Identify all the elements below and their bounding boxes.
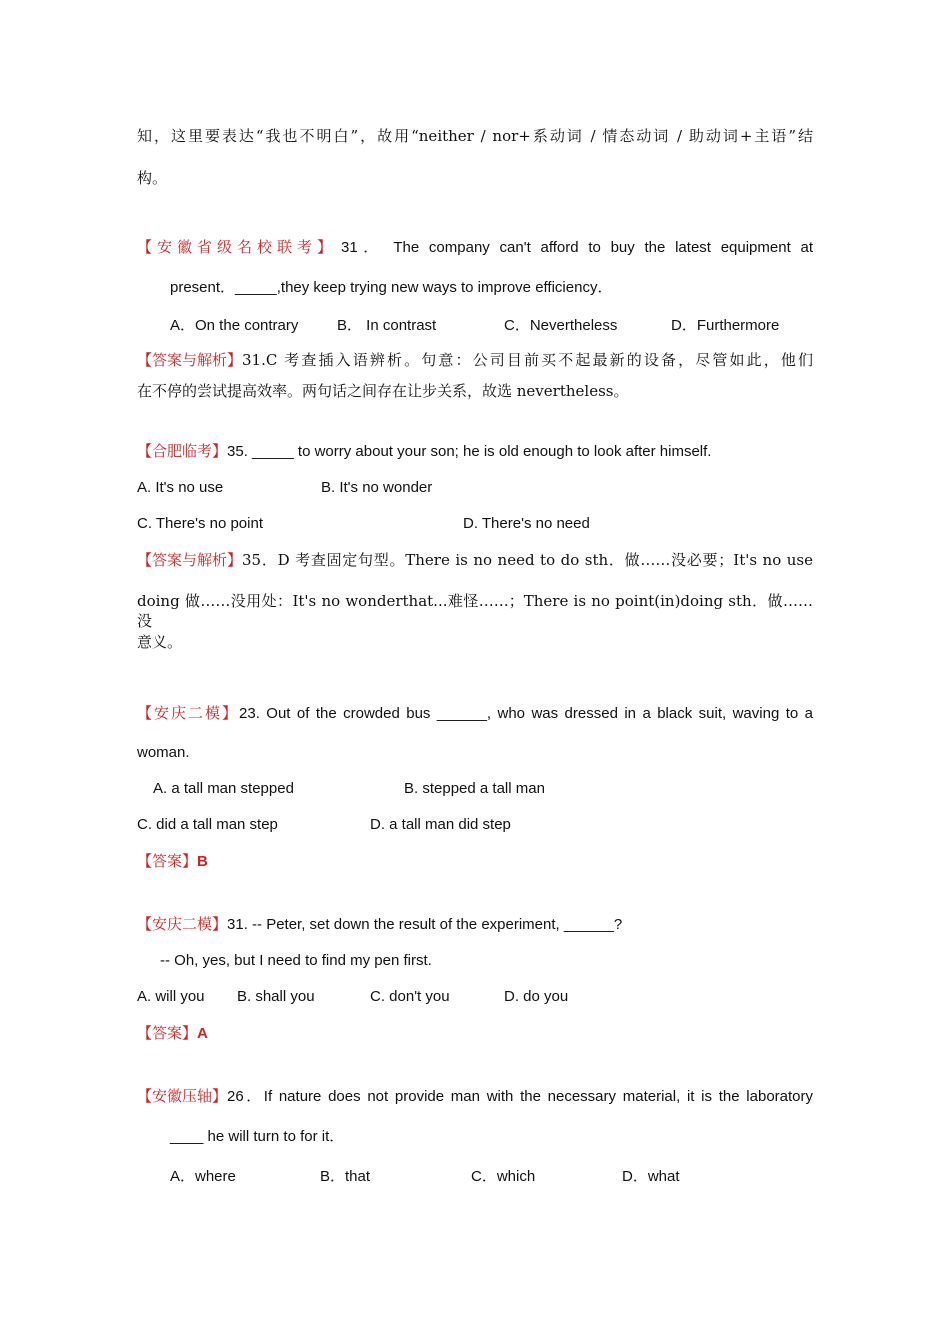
question-source-tag: 【安庆二模】 — [137, 704, 240, 722]
option-b: B．that — [320, 1168, 371, 1185]
question-text: 26．If nature does not provide man with the necessary material, it is the laboratory — [227, 1088, 813, 1105]
option-b: B． In contrast — [337, 317, 437, 334]
question-31b-stem — [137, 914, 622, 935]
question-source-tag: 【安徽压轴】 — [137, 1087, 228, 1105]
option-d: D．Furthermore — [671, 317, 780, 334]
answer-text-continued: 在不停的尝试提高效率。两句话之间存在让步关系，故选 nevertheless。 — [137, 382, 629, 400]
question-text-continued: -- Oh, yes, but I need to find my pen first. — [160, 952, 432, 969]
question-text: 23. Out of the crowded bus ______, who was dressed in a black suit, waving to a — [239, 705, 813, 722]
option-c: C．which — [471, 1168, 536, 1185]
answer-text-continued: 意义。 — [137, 633, 183, 651]
answer-text: 35．D 考查固定句型。There is no need to do sth．做……没必要；It's no use — [242, 551, 813, 569]
option-c: C．Nevertheless — [504, 317, 618, 334]
question-text-continued: woman. — [137, 744, 190, 761]
question-source-tag: 【安庆二模】 — [137, 915, 228, 933]
answer-tag: 【答案】 — [137, 1024, 198, 1042]
answer-explanation — [137, 550, 813, 570]
question-26-stem — [137, 1086, 813, 1107]
question-source-tag: 【合肥临考】 — [137, 442, 228, 460]
question-text-continued: present．_____,they keep trying new ways to improve efficiency． — [170, 279, 613, 296]
question-text: 31. -- Peter, set down the result of the experiment, ______? — [227, 916, 623, 933]
option-c: C. don't you — [370, 988, 450, 1005]
answer-tag: 【答案】 — [137, 852, 198, 870]
option-c: C. did a tall man step — [137, 816, 278, 833]
answer-text: 31.C 考查插入语辨析。句意：公司目前买不起最新的设备，尽管如此，他们 — [242, 351, 813, 369]
answer-value: A — [197, 1025, 208, 1042]
option-a: A. a tall man stepped — [153, 780, 294, 797]
option-d: D. a tall man did step — [370, 816, 511, 833]
option-a: A. will you — [137, 988, 205, 1005]
answer-line — [137, 1023, 208, 1044]
answer-explanation — [137, 350, 813, 370]
answer-tag: 【答案与解析】 — [137, 551, 243, 569]
question-text: 35. _____ to worry about your son; he is old enough to look after himself. — [227, 443, 712, 460]
intro-line-1: 知，这里要表达“我也不明白”，故用“neither / nor+系动词 / 情态动词 / 助动词+主语”结 — [137, 127, 814, 145]
option-d: D. do you — [504, 988, 569, 1005]
question-31-stem — [137, 237, 813, 258]
answer-value: B — [197, 853, 208, 870]
option-b: B. stepped a tall man — [404, 780, 545, 797]
answer-line — [137, 851, 208, 872]
option-a: A．On the contrary — [170, 317, 299, 334]
question-23-stem — [137, 703, 813, 724]
question-text-continued: ____ he will turn to for it． — [170, 1128, 345, 1145]
option-a: A. It's no use — [137, 479, 224, 496]
answer-text-continued: doing 做……没用处：It's no wonderthat...难怪……；There is no point(in)doing sth．做……没 — [137, 592, 813, 630]
option-b: B. shall you — [237, 988, 315, 1005]
option-d: D．what — [622, 1168, 680, 1185]
question-source-tag: 【安徽省级名校联考】 — [137, 238, 338, 256]
option-c: C. There's no point — [137, 515, 263, 532]
intro-line-2: 构。 — [137, 169, 168, 187]
option-d: D. There's no need — [463, 515, 590, 532]
answer-tag: 【答案与解析】 — [137, 351, 243, 369]
question-text: 31． The company can't afford to buy the latest equipment at — [341, 239, 813, 256]
option-b: B. It's no wonder — [321, 479, 433, 496]
option-a: A．where — [170, 1168, 236, 1185]
question-35-stem — [137, 441, 711, 462]
